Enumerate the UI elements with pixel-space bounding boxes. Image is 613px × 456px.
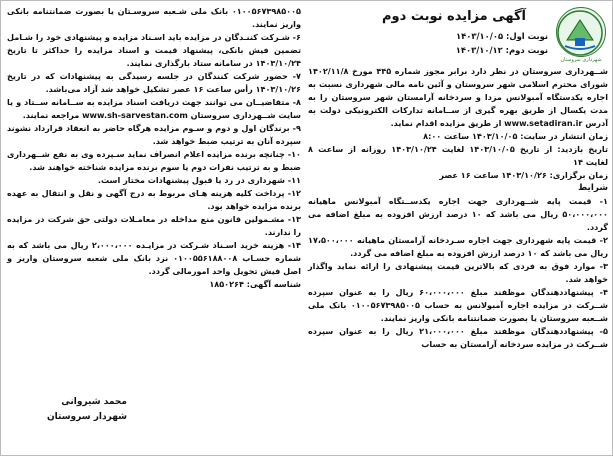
condition-5: ۵- پیشنهاددهندگان موظفند مبلغ ۲۱،۰۰۰،۰۰۰ ریال را به عنوان سپرده شــرکت در مزایده سردخانه آرامستان به حساب bbox=[308, 326, 608, 349]
left-body bbox=[7, 5, 301, 291]
ad-header bbox=[308, 5, 608, 65]
first-round-date: نوبت اول: ۱۴۰۳/۱۰/۰۵ bbox=[456, 31, 548, 41]
second-round-date: نوبت دوم: ۱۴۰۳/۱۰/۱۲ bbox=[455, 45, 548, 55]
ad-title: آگهی مزایده نوبت دوم bbox=[382, 9, 526, 24]
condition-2: ۲- قیمت پایه شهرداری جهت اجاره سـردخانه آرامستان ماهیانه ۱۷،۵۰۰،۰۰۰ ریال می باشد که ۱۰ درصد ارزش افزوده به مبلغ اضافه می گردد. bbox=[308, 235, 608, 258]
right-body bbox=[308, 65, 608, 351]
logo-caption: شهرداری سروستان bbox=[560, 57, 602, 63]
signer-title: شهردار سروستان bbox=[46, 412, 127, 422]
condition-7: ۷- حضور شرکت کنندگان در جلسه رسیدگی به پیشنهادات که در تاریخ ۱۴۰۳/۱۰/۲۶ رأس ساعت ۱۶ عصر تشکیل خواهد شد آزاد می‌باشد. bbox=[7, 71, 301, 94]
condition-3: ۳- موارد فوق به فردی که بالاترین قیمت پیشنهادی را ارائه نماید واگذار خواهد شد. bbox=[308, 261, 608, 284]
condition-5-continued: ۰۱۰۰۵۶۷۳۹۸۵۰۰۵ بانک ملی شـعبه سروسـتان یا بصورت ضمانتنامه بانکی واریز نمایند. bbox=[7, 6, 301, 29]
condition-12: ۱۲- پرداخت کلیه هزینه هـای مربوط به درج آگهی و نقل و انتقال به عهده برنده مزایده خواهد بود. bbox=[7, 188, 301, 211]
condition-8: ۸- متقاضیــان می توانند جهت دریافت اسناد مزایده به ســامانه ســتاد و یا سایت شــهرداری سروستان www.sh-sarvestan.com مراجعه نمایند. bbox=[7, 97, 301, 120]
condition-1: ۱- قیمت پایه شــهرداری جهت اجاره یکدســتگاه آمبولانس ماهیانه ۵۰،۰۰۰،۰۰۰ ریال می باشد که ۱۰ درصد ارزش افزوده به مبلغ اضافه می گردد. bbox=[308, 196, 608, 232]
condition-14: ۱۴- هزینه خرید اسـناد شـرکت در مزایـده ۲،۰۰۰،۰۰۰ ریال می باشد که به شماره حسـاب ۰۱۰۰۵۵۶۱۸۸۰۰۸ نزد بانک ملی شعبه سروستان واریز و اصل فیش تحویل واحد امورمالی گردد. bbox=[7, 240, 301, 276]
opening-date: زمان برگزاری: ۱۴۰۳/۱۰/۲۶ ساعت ۱۶ عصر bbox=[439, 170, 608, 180]
condition-9: ۹- برندگان اول و دوم و سـوم مزایده هرگاه حاضر به انعقاد قرارداد نشوند سپرده آنان به ترتیب ضبط خواهد شد. bbox=[7, 123, 301, 146]
publish-date: زمان انتشار در سایت: ۱۴۰۳/۱۰/۰۵ ساعت ۸:۰۰ bbox=[423, 131, 608, 141]
condition-6: ۶- شـرکت کننـدگان در مزایده باید اسـناد مزایده و پیشنهادی خود را شـامل تضمین فیش بانکی، پیشنهاد قیمت و اسناد مزایده را حداکثر تا تاریخ ۱۴۰۳/۱۰/۲۴ در سامانه ستاد بارگذاری نمایند. bbox=[7, 32, 301, 68]
ad-id: شناسه آگهی: ۱۸۵۰۲۶۴ bbox=[209, 279, 301, 289]
signature-block bbox=[7, 395, 127, 425]
signer-name: محمد شیروانی bbox=[61, 397, 127, 407]
condition-4: ۴- پیشنهاددهندگان موظفند مبلغ ۶۰،۰۰۰،۰۰۰ ریال را به عنوان سپرده شــرکت در مزایده اجاره آمبولانس به حساب ۰۱۰۰۵۶۷۳۹۸۵۰۰۵ بانک ملی شــعبه سروستان یا بصورت ضمانتنامه بانکی واریز نمایند. bbox=[308, 287, 608, 323]
visit-date: تاریخ بازدید: از تاریخ ۱۴۰۳/۱۰/۰۵ لغایت ۱۴۰۳/۱۰/۲۴ روزانه از ساعت ۸ لغایت ۱۴ bbox=[308, 144, 608, 167]
intro-paragraph: شــهرداری سروستان در نظر دارد برابر مجوز شماره ۴۴۵ مورخ ۱۴۰۲/۱۱/۸ شورای محترم اسلامی شهر سروستان و آئین نامه مالی شهرداری نسبت به اجاره یکدستگاه آمبولانس مزدا و سردخانه آرامستان شهر سروستان را به مدت یکسال از طریق بهره گیری از ســامانه تدارکات الکترونیکی دولت به آدرس www.setadiran.ir از طریق مزایده اقدام نماید. bbox=[308, 66, 609, 128]
round-dates bbox=[318, 29, 548, 57]
right-column bbox=[308, 5, 608, 453]
municipality-logo bbox=[556, 7, 606, 57]
conditions-heading: شرایط bbox=[578, 183, 608, 193]
condition-10: ۱۰- چنانچه برنده مزایده اعلام انصراف نماید سـپرده وی به نفع شــهرداری ضبط و به ترتیب نفرات دوم یا سوم برنده مزایده شناخته خواهند شد. bbox=[7, 149, 301, 172]
condition-11: ۱۱- شهرداری در رد یا قبول پیشنهادات مختار است. bbox=[97, 175, 301, 185]
left-column bbox=[7, 5, 301, 453]
condition-13: ۱۳- مشـمولین قانون منع مداخله در معامـلات دولتی حق شرکت در مزایده را ندارند. bbox=[7, 214, 301, 237]
